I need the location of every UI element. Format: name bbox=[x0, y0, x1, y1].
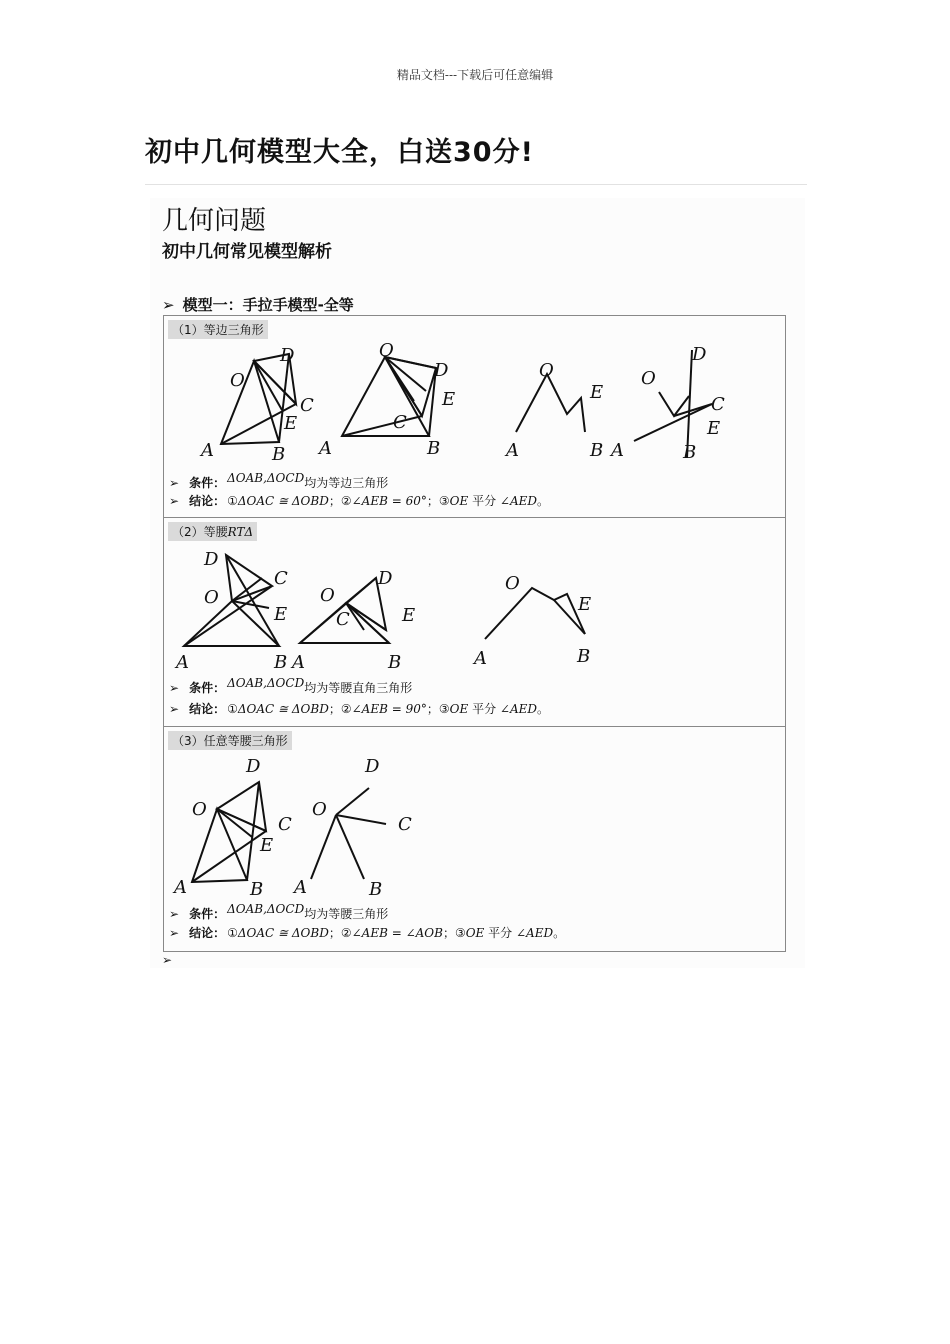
fig-label: E bbox=[578, 594, 592, 615]
fig-label: C bbox=[278, 814, 292, 835]
fig-label: O bbox=[539, 360, 554, 381]
fig-label: D bbox=[434, 360, 449, 381]
title-divider bbox=[145, 184, 807, 185]
fig-label: A bbox=[506, 440, 519, 461]
figure-1b bbox=[342, 357, 436, 436]
page-title: 初中几何模型大全，白送30分! bbox=[145, 137, 534, 168]
figures-isosceles-right bbox=[164, 518, 787, 728]
fig-label: A bbox=[292, 652, 305, 673]
case-label: （2）等腰RTΔ bbox=[168, 522, 257, 541]
model-heading-text: 模型一：手拉手模型-全等 bbox=[182, 296, 354, 314]
bullet-arrow-icon: ➢ bbox=[169, 926, 180, 940]
fig-label: C bbox=[711, 394, 725, 415]
fig-label: O bbox=[641, 368, 656, 389]
page-header: 精品文档---下载后可任意编辑 bbox=[396, 68, 554, 82]
bullet-arrow-icon: ➢ bbox=[169, 494, 180, 508]
condition-line: ➢ 条件： ΔOAB,ΔOCD均为等腰三角形 bbox=[169, 902, 389, 921]
fig-label: B bbox=[274, 652, 288, 673]
fig-label: C bbox=[300, 395, 314, 416]
figure-2a bbox=[184, 555, 279, 646]
fig-label: C bbox=[336, 609, 350, 630]
fig-label: D bbox=[246, 756, 261, 777]
fig-label: A bbox=[611, 440, 624, 461]
figure-2c bbox=[485, 588, 585, 639]
bullet-arrow-icon: ➢ bbox=[169, 907, 180, 921]
fig-label: D bbox=[692, 344, 707, 365]
fig-label: A bbox=[294, 877, 307, 898]
figure-1c bbox=[516, 374, 585, 432]
figure-3a bbox=[192, 782, 266, 882]
case-label: （1）等边三角形 bbox=[168, 320, 268, 339]
fig-label: D bbox=[378, 568, 393, 589]
conclusion-line: ➢ 结论： ①ΔOAC ≅ ΔOBD；②∠AEB = 90°；③OE 平分 ∠AED。 bbox=[169, 702, 550, 716]
fig-label: E bbox=[442, 389, 456, 410]
conclusion-line: ➢ 结论： ①ΔOAC ≅ ΔOBD；②∠AEB = 60°；③OE 平分 ∠AED。 bbox=[169, 494, 550, 508]
case-box-isosceles bbox=[163, 726, 786, 952]
fig-label: B bbox=[577, 646, 591, 667]
fig-label: B bbox=[427, 438, 441, 459]
fig-label: B bbox=[590, 440, 604, 461]
case-box-equilateral bbox=[163, 315, 786, 518]
fig-label: C bbox=[274, 568, 288, 589]
fig-label: O bbox=[192, 799, 207, 820]
fig-label: B bbox=[388, 652, 402, 673]
fig-label: C bbox=[398, 814, 412, 835]
fig-label: D bbox=[280, 345, 295, 366]
case-box-isosceles-right bbox=[163, 517, 786, 727]
bullet-arrow-icon: ➢ bbox=[162, 296, 175, 314]
bullet-arrow-icon: ➢ bbox=[169, 476, 180, 490]
bullet-arrow-icon: ➢ bbox=[169, 702, 180, 716]
condition-line: ➢ 条件： ΔOAB,ΔOCD均为等边三角形 bbox=[169, 471, 389, 490]
conclusion-line: ➢ 结论： ①ΔOAC ≅ ΔOBD；②∠AEB = ∠AOB；③OE 平分 ∠AED。 bbox=[169, 926, 566, 940]
fig-label: C bbox=[393, 412, 407, 433]
bullet-arrow-icon: ➢ bbox=[169, 681, 180, 695]
fig-label: O bbox=[379, 340, 394, 361]
condition-line: ➢ 条件： ΔOAB,ΔOCD均为等腰直角三角形 bbox=[169, 676, 413, 695]
fig-label: A bbox=[474, 648, 487, 669]
doc-title: 几何问题 bbox=[162, 206, 267, 236]
model-heading bbox=[162, 294, 354, 315]
figure-1d bbox=[634, 350, 712, 458]
fig-label: E bbox=[260, 835, 274, 856]
fig-label: O bbox=[312, 799, 327, 820]
fig-label: O bbox=[505, 573, 520, 594]
fig-label: E bbox=[274, 604, 288, 625]
fig-label: A bbox=[201, 440, 214, 461]
fig-label: B bbox=[272, 444, 286, 465]
fig-label: E bbox=[707, 418, 721, 439]
fig-label: E bbox=[284, 413, 298, 434]
fig-label: B bbox=[369, 879, 383, 900]
fig-label: O bbox=[320, 585, 335, 606]
case-label: （3）任意等腰三角形 bbox=[168, 731, 292, 750]
bullet-arrow-icon: ➢ bbox=[162, 953, 173, 967]
fig-label: B bbox=[250, 879, 264, 900]
fig-label: O bbox=[204, 587, 219, 608]
fig-label: O bbox=[230, 370, 245, 391]
fig-label: A bbox=[319, 438, 332, 459]
fig-label: A bbox=[176, 652, 189, 673]
fig-label: B bbox=[683, 442, 697, 463]
doc-subtitle: 初中几何常见模型解析 bbox=[162, 242, 332, 262]
fig-label: D bbox=[365, 756, 380, 777]
fig-label: E bbox=[590, 382, 604, 403]
fig-label: E bbox=[402, 605, 416, 626]
fig-label: D bbox=[204, 549, 219, 570]
fig-label: A bbox=[174, 877, 187, 898]
